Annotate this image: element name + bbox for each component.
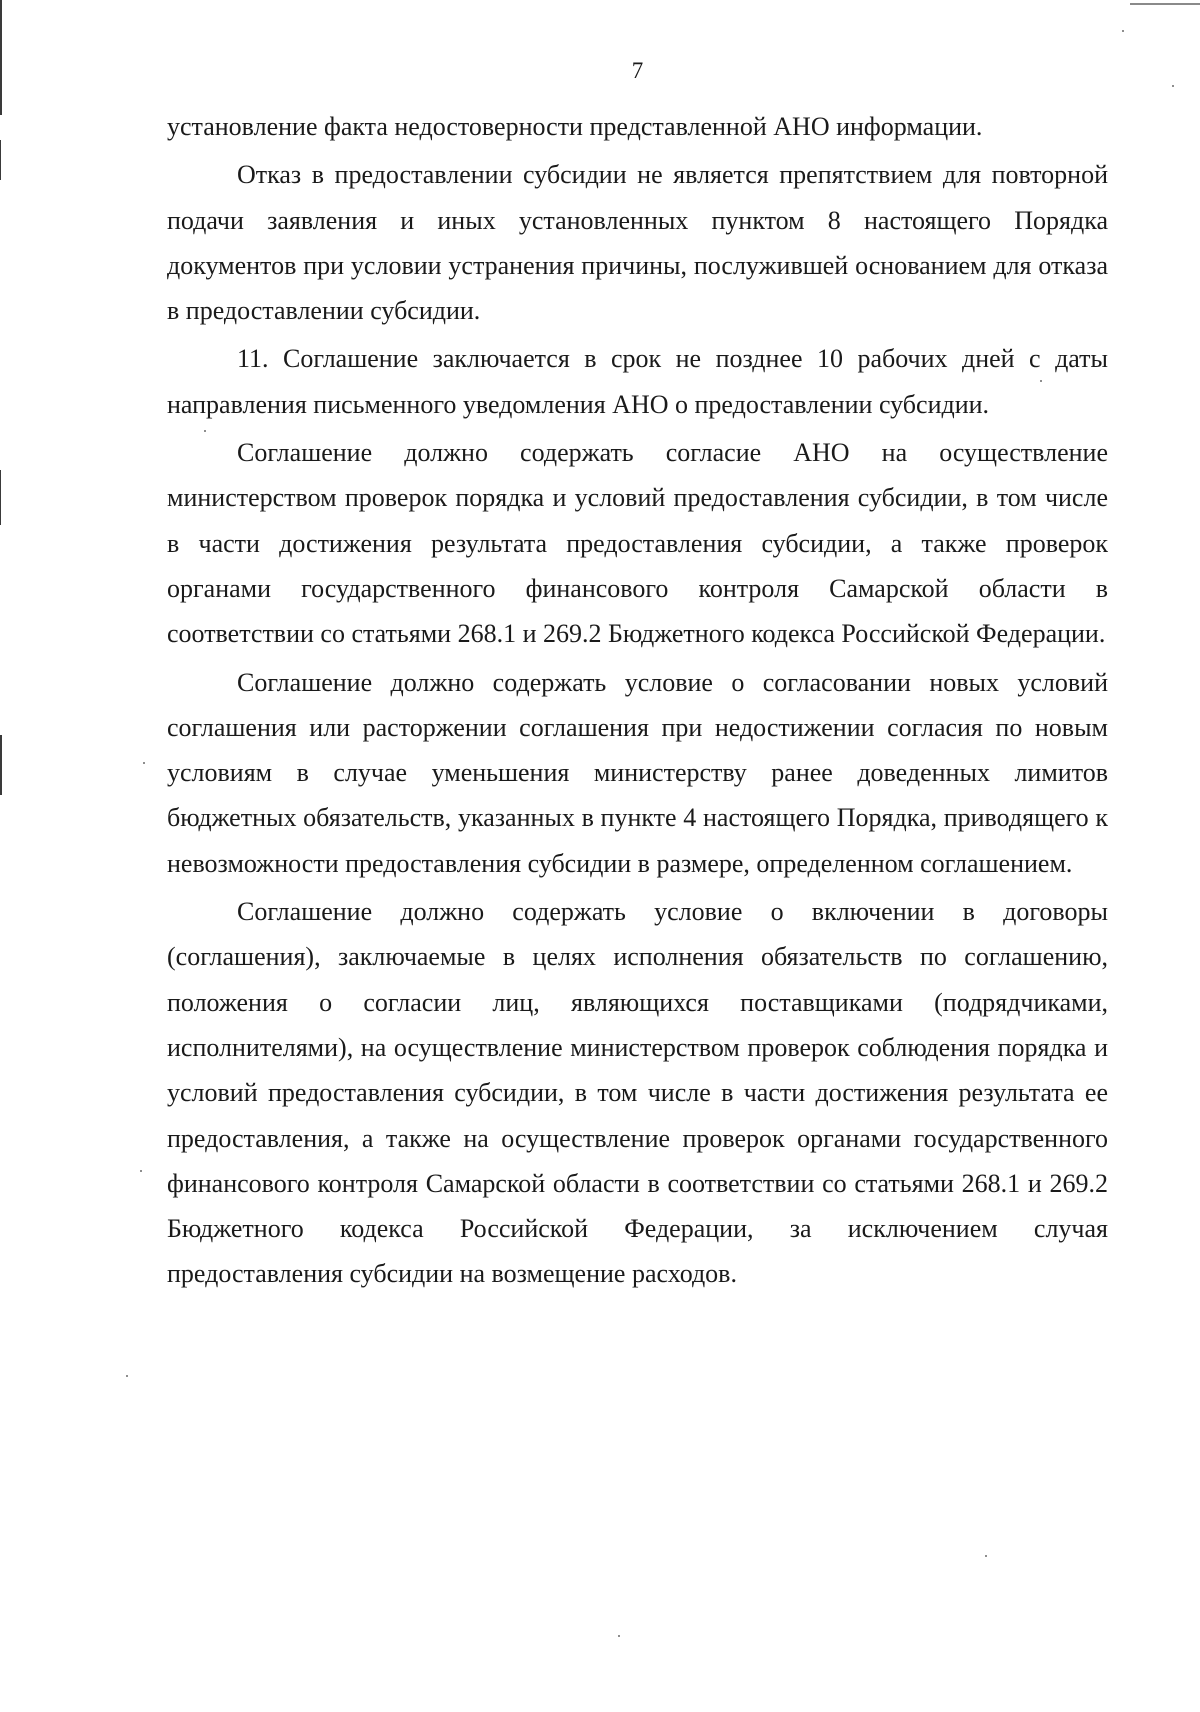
paragraph-new-conditions: Соглашение должно содержать условие о согласовании новых условий соглашения или расторжении соглашения при недостижении согласия по новым условиям в случае уменьшения министерству ранее доведенных лимитов бюджетных обязательств, указанных в пункте 4 настоящего Порядка, приводящего к невозможности предоставления субсидии в размере, определенном соглашением. (167, 667, 1108, 878)
paragraph-continued: установление факта недостоверности представленной АНО информации. (167, 112, 983, 141)
paragraph-refusal-not-obstacle: Отказ в предоставлении субсидии не является препятствием для повторной подачи заявления и иных установленных пунктом 8 настоящего Порядка документов при условии устранения причины, послужившей основанием для отказа в предоставлении субсидии. (167, 160, 1108, 326)
scan-speck (143, 762, 145, 764)
paragraph-item-11: 11. Соглашение заключается в срок не позднее 10 рабочих дней с даты направления письменного уведомления АНО о предоставлении субсидии. (167, 344, 1108, 419)
page-number: 7 (631, 58, 644, 83)
scan-speck (126, 1375, 128, 1377)
scan-speck (1172, 85, 1174, 87)
scan-top-rule (1130, 3, 1200, 5)
scan-edge-mark (0, 470, 1, 525)
scan-speck (1122, 30, 1124, 32)
scan-edge-mark (0, 140, 1, 180)
scan-speck (985, 1555, 987, 1557)
paragraph-contractor-consent: Соглашение должно содержать условие о включении в договоры (соглашения), заключаемые в целях исполнения обязательств по соглашению, положения о согласии лиц, являющихся поставщиками (подрядчиками, исполнителями), на осуществление министерством проверок соблюдения порядка и условий предоставления субсидии, в том числе в части достижения результата ее предоставления, а также на осуществление проверок органами государственного финансового контроля Самарской области в соответствии со статьями 268.1 и 269.2 Бюджетного кодекса Российской Федерации, за исключением случая предоставления субсидии на возмещение расходов. (167, 897, 1108, 1289)
scan-edge-mark (0, 735, 2, 795)
paragraph-consent-to-inspections: Соглашение должно содержать согласие АНО на осуществление министерством проверок порядка и условий предоставления субсидии, в том числе в части достижения результата предоставления субсидии, а также проверок органами государственного финансового контроля Самарской области в соответствии со статьями 268.1 и 269.2 Бюджетного кодекса Российской Федерации. (167, 438, 1108, 649)
document-body (167, 104, 1108, 1300)
scan-speck (618, 1635, 620, 1637)
scan-speck (140, 1170, 142, 1172)
